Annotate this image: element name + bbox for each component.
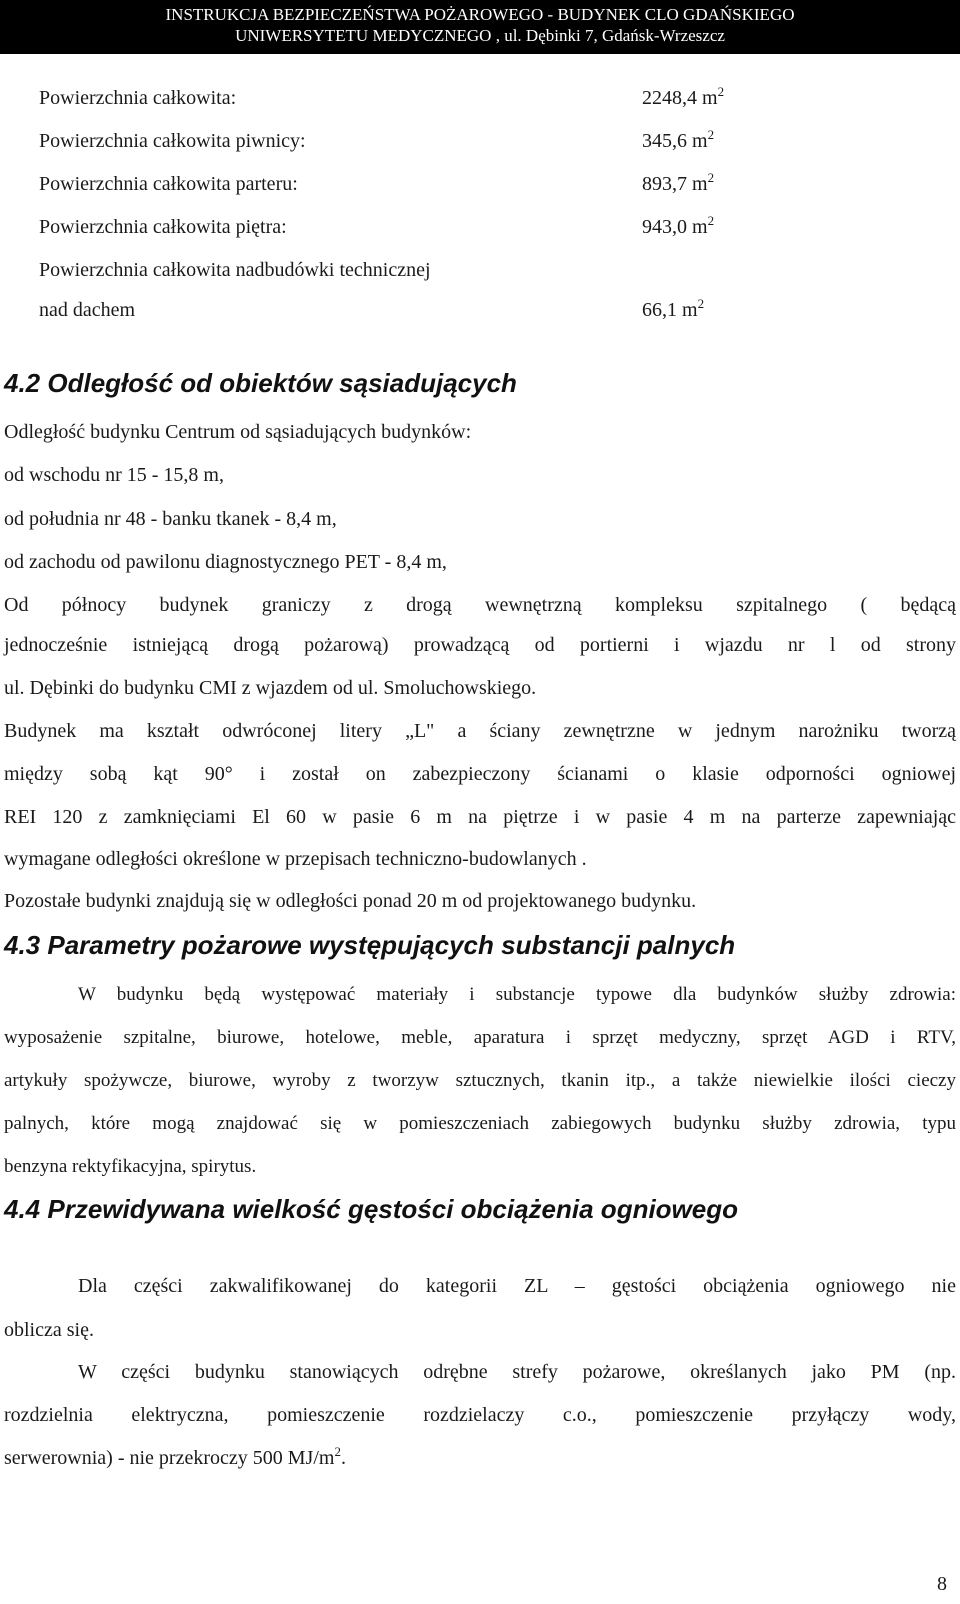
paragraph-line: ul. Dębinki do budynku CMI z wjazdem od ul. Smoluchowskiego. bbox=[4, 677, 537, 699]
paragraph-line: oblicza się. bbox=[4, 1319, 94, 1341]
area-label: Powierzchnia całkowita piętra: bbox=[39, 216, 287, 238]
paragraph-line: Odległość budynku Centrum od sąsiadujących budynków: bbox=[4, 421, 472, 443]
paragraph-line: artykuły spożywcze, biurowe, wyroby z tworzyw sztucznych, tkanin itp., a także niewielkie ilości cieczy bbox=[4, 1070, 956, 1091]
paragraph-line: wyposażenie szpitalne, biurowe, hotelowe, meble, aparatura i sprzęt medyczny, sprzęt AGD i RTV, bbox=[4, 1027, 956, 1048]
paragraph-line: jednocześnie istniejącą drogą pożarową) prowadzącą od portierni i wjazdu nr l od strony bbox=[4, 634, 956, 656]
area-label: Powierzchnia całkowita nadbudówki technicznej bbox=[39, 259, 431, 281]
section-heading-4-3: 4.3 Parametry pożarowe występujących substancji palnych bbox=[4, 930, 736, 960]
header-line-1: INSTRUKCJA BEZPIECZEŃSTWA POŻAROWEGO - BUDYNEK CLO GDAŃSKIEGO bbox=[165, 5, 795, 24]
document-header bbox=[0, 0, 960, 54]
paragraph-line: rozdzielnia elektryczna, pomieszczenie rozdzielaczy c.o., pomieszczenie przyłączy wody, bbox=[4, 1404, 956, 1426]
paragraph-line: W budynku będą występować materiały i substancje typowe dla budynków służby zdrowia: bbox=[78, 984, 956, 1005]
area-label: nad dachem bbox=[39, 299, 136, 321]
area-label: Powierzchnia całkowita piwnicy: bbox=[39, 130, 306, 152]
paragraph-line: REI 120 z zamknięciami El 60 w pasie 6 m na piętrze i w pasie 4 m na parterze zapewniając bbox=[4, 806, 956, 828]
area-label: Powierzchnia całkowita: bbox=[39, 87, 237, 109]
section-heading-4-2: 4.2 Odległość od obiektów sąsiadujących bbox=[4, 368, 517, 398]
section-heading-4-4: 4.4 Przewidywana wielkość gęstości obciążenia ogniowego bbox=[4, 1194, 739, 1224]
area-label: Powierzchnia całkowita parteru: bbox=[39, 173, 298, 195]
paragraph-line: serwerownia) - nie przekroczy 500 $MJ/m^2$. bbox=[4, 1444, 346, 1469]
header-line-2: UNIWERSYTETU MEDYCZNEGO , ul. Dębinki 7, Gdańsk-Wrzeszcz bbox=[235, 26, 725, 45]
paragraph-line: wymagane odległości określone w przepisach techniczno-budowlanych . bbox=[4, 848, 587, 870]
area-value: 893,7 $m^2$ bbox=[642, 170, 715, 195]
paragraph-line: Budynek ma kształt odwróconej litery „L" a ściany zewnętrzne w jednym narożniku tworzą bbox=[4, 720, 956, 742]
paragraph-line: palnych, które mogą znajdować się w pomieszczeniach zabiegowych budynku służby zdrowia, typu bbox=[4, 1113, 956, 1134]
paragraph-line: od wschodu nr 15 - 15,8 m, bbox=[4, 464, 224, 486]
paragraph-line: benzyna rektyfikacyjna, spirytus. bbox=[4, 1156, 257, 1177]
paragraph-line: od zachodu od pawilonu diagnostycznego PET - 8,4 m, bbox=[4, 551, 447, 573]
area-value: 345,6 $m^2$ bbox=[642, 127, 715, 152]
paragraph-line: Dla części zakwalifikowanej do kategorii ZL – gęstości obciążenia ogniowego nie bbox=[78, 1275, 956, 1297]
page-number: 8 bbox=[937, 1573, 947, 1595]
area-value: 66,1 $m^2$ bbox=[642, 296, 705, 321]
paragraph-line: Pozostałe budynki znajdują się w odległości ponad 20 m od projektowanego budynku. bbox=[4, 890, 697, 912]
paragraph-line: między sobą kąt 90° i został on zabezpieczony ścianami o klasie odporności ogniowej bbox=[4, 763, 956, 785]
paragraph-line: od południa nr 48 - banku tkanek - 8,4 m, bbox=[4, 508, 337, 530]
paragraph-line: W części budynku stanowiących odrębne strefy pożarowe, określanych jako PM (np. bbox=[78, 1361, 956, 1383]
area-value: 943,0 $m^2$ bbox=[642, 213, 715, 238]
paragraph-line: Od północy budynek graniczy z drogą wewnętrzną kompleksu szpitalnego ( będącą bbox=[4, 594, 956, 616]
area-value: 2248,4 $m^2$ bbox=[642, 84, 725, 109]
